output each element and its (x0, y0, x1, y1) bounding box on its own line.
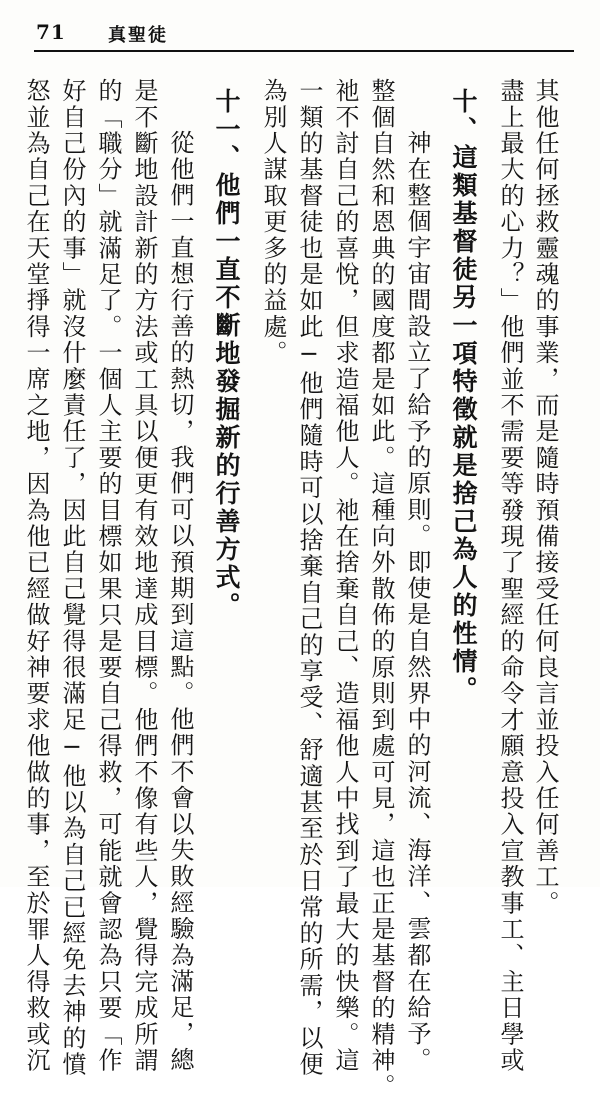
header-rule (34, 50, 574, 52)
running-title: 真聖徒 (108, 25, 168, 46)
page-header (34, 18, 574, 48)
section-heading-10: 十、這類基督徒另一項特徵就是捨己為人的性情。 (449, 88, 478, 704)
text-column-8: 從他們一直想行善的熱切，我們可以預期到這點。他們不會以失敗經驗為滿足，總 (166, 130, 194, 1074)
text-column-3: 神在整個宇宙間設立了給予的原則。即使是自然界中的河流、海洋、雲都在給予。 (403, 130, 431, 1074)
text-column-9: 是不斷地設計新的方法或工具以便更有效地達成目標。他們不像有些人，覺得完成所謂 (130, 78, 158, 1074)
text-column-10: 的「職分」就滿足了。一個人主要的目標如果只是要自己得救，可能就會認為只要「作 (94, 78, 122, 1074)
text-column-5: 祂不討自己的喜悅，但求造福他人。祂在捨棄自己、造福他人中找到了最大的快樂。這 (331, 78, 359, 1074)
text-column-12: 怒並為自己在天堂掙得一席之地，因為他已經做好神要求他做的事，至於罪人得救或沉 (22, 78, 50, 1074)
text-column-6: 一類的基督徒也是如此─他們隨時可以捨棄自己的享受、舒適甚至於日常的所需，以便 (295, 78, 323, 1078)
text-column-2: 盡上最大的心力？」他們並不需要等發現了聖經的命令才願意投入宣教事工、主日學或 (496, 78, 524, 1074)
text-column-11: 好自己份內的事」就沒什麼責任了，因此自己覺得很滿足─他以為自己已經免去神的憤 (58, 78, 86, 1078)
text-column-7: 為別人謀取更多的益處。 (259, 78, 287, 367)
text-column-1: 其他任何拯救靈魂的事業，而是隨時預備接受任何良言並投入任何善工。 (531, 78, 559, 917)
section-heading-11: 十一、他們一直不斷地發掘新的行善方式。 (212, 88, 241, 620)
vertical-text-body (22, 78, 570, 1100)
page-number: 71 (36, 20, 66, 44)
text-column-4: 整個自然和恩典的國度都是如此。這種向外散佈的原則到處可見，這也正是基督的精神。 (367, 78, 395, 1100)
